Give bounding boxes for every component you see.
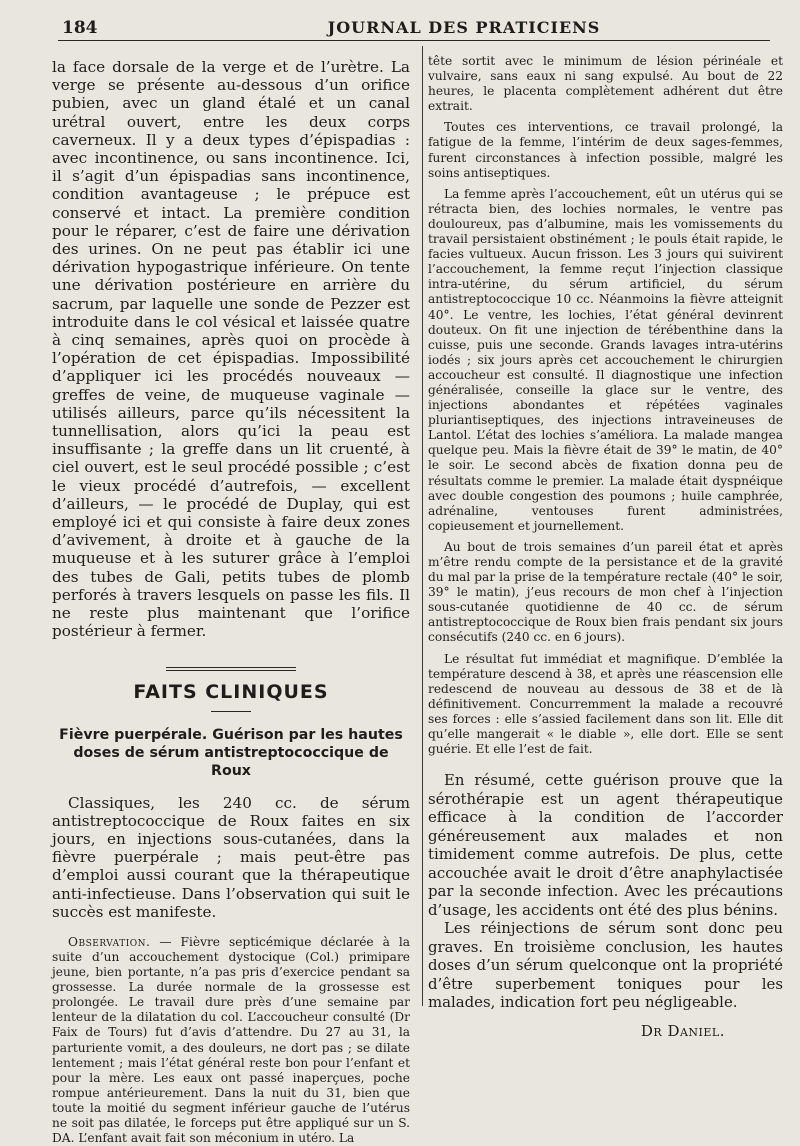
page-number: 184	[62, 18, 98, 38]
author-signature: Dr Daniel.	[640, 1021, 725, 1040]
observation-paragraph-5: Le résultat fut immédiat et magnifique. D’emblée la température descend à 38, et après une réascension elle redescend de nouveau au dessous de 38 et de là définitivement. Concurremment la malade a recouvré ses forces : elle s’assied facilement dans son lit. Elle dit qu’elle mangerait « le diable », elle dort. Elle se sent guérie. Et elle l’est de fait.	[428, 651, 783, 757]
observation-label: Observation.	[68, 934, 151, 949]
column-divider	[422, 46, 423, 1006]
observation-text: — Fièvre septicémique déclarée à la suite d’un accouchement dystocique (Col.) primipare jeune, bien portante, n’a pas pris d’exercice pendant sa grossesse. La durée normale de la grossesse est prolongée. Le travail dure près d’une semaine par lenteur de la dilatation du col. L’accoucheur consulté (Dr Faix de Tours) fut d’avis d’attendre. Du 27 au 31, la parturiente vomit, a des douleurs, ne dort pas ; se dilate lentement ; mais l’état général reste bon pour l’enfant et pour la mère. Les eaux ont passé inaperçues, poche rompue antérieurement. Dans la nuit du 31, bien que toute la moitié du segment inférieur gauche de l’utérus ne soit pas dilatée, le forceps put être appliqué sur un S. DA. L’enfant avait fait son méconium in utéro. La	[52, 934, 410, 1146]
journal-title: JOURNAL DES PRATICIENS	[327, 18, 601, 37]
observation-paragraph-4: Au bout de trois semaines d’un pareil état et après m’être rendu compte de la persistance et de la gravité du mal par la prise de la température rectale (40° le soir, 39° le matin), j’eus recours de mon chef à l’injection sous-cutanée quotidienne de 40 cc. de sérum antistreptococcique de Roux bien frais pendant six jours consécutifs (240 cc. en 6 jours).	[428, 539, 783, 645]
page-header	[58, 16, 770, 41]
section-top-rule	[166, 667, 296, 671]
section-bottom-rule	[211, 711, 251, 712]
observation-paragraph-3: La femme après l’accouchement, eût un utérus qui se rétracta bien, des lochies normales, le ventre pas douloureux, pas d’albumine, mais les vomissements du travail persistaient obstinément ; le pouls était rapide, le facies vultueux. Aucun frisson. Les 3 jours qui suivirent l’accouchement, la femme reçut l’injection classique intra-utérine, du sérum artificiel, du sérum antistreptococcique 10 cc. Néanmoins la fièvre atteignit 40°. Le ventre, les lochies, l’état général devinrent douteux. On fit une injection de térébenthine dans la cuisse, puis une seconde. Grands lavages intra-utérins iodés ; six jours après cet accouchement le chirurgien accoucheur est consulté. Il diagnostique une infection généralisée, conseille la glace sur le ventre, des injections abondantes et répétées vaginales pluriantiseptiques, des injections intraveineuses de Lantol. L’état des lochies s’améliora. La malade mangea quelque peu. Mais la fièvre était de 39° le matin, de 40° le soir. Le second abcès de fixation donna peu de résultats comme le premier. La malade était dyspnéique avec double congestion des poumons ; huile camphrée, adrénaline, ventouses furent administrées, copieusement et journellement.	[428, 186, 783, 533]
section-title: FAITS CLINIQUES	[133, 680, 329, 703]
left-column	[52, 58, 410, 1146]
observation-continuation: tête sortit avec le minimum de lésion périnéale et vulvaire, sans eaux ni sang expulsé. Au bout de 22 heures, le placenta complètement adhérent dut être extrait.	[428, 54, 783, 114]
article-title: Fièvre puerpérale. Guérison par les hautes doses de sérum antistreptococcique de Roux	[59, 726, 403, 779]
right-column	[428, 54, 783, 1040]
article-intro: Classiques, les 240 cc. de sérum antistreptococcique de Roux faites en six jours, en injections sous-cutanées, dans la fièvre puerpérale ; mais peut-être pas d’emploi aussi courant que la thérapeutique anti-infectieuse. Dans l’observation qui suit le succès est manifeste.	[52, 793, 410, 921]
observation-paragraph	[52, 935, 410, 1146]
conclusion-paragraph-2: Les réinjections de sérum sont donc peu graves. En troisième conclusion, les hautes doses d’un sérum quelconque ont la propriété d’être superbement toniques pour les malades, indication fort peu négligeable.	[428, 919, 783, 1012]
conclusion-paragraph-1: En résumé, cette guérison prouve que la sérothérapie est un agent thérapeutique efficace à la condition de l’accorder généreusement aux malades et non timidement comme autrefois. De plus, cette accouchée avait le droit d’être anaphylactisée par la seconde infection. Avec les précautions d’usage, les accidents ont été des plus bénins.	[428, 771, 783, 919]
section-heading-block	[52, 667, 410, 712]
observation-paragraph-2: Toutes ces interventions, ce travail prolongé, la fatigue de la femme, l’intérim de deux sages-femmes, furent circonstances à infection possible, malgré les soins antiseptiques.	[428, 120, 783, 180]
body-paragraph-continuation: la face dorsale de la verge et de l’urètre. La verge se présente au-dessous d’un orifice pubien, avec un gland étalé et un canal urétral ouvert, entre les deux corps caverneux. Il y a deux types d’épispadias : avec incontinence, ou sans incontinence. Ici, il s’agit d’un épispadias sans incontinence, condition avantageuse ; le prépuce est conservé et intact. La première condition pour le réparer, c’est de faire une dérivation des urines. On ne peut pas établir ici une dérivation hypogastrique inférieure. On tente une dérivation postérieure en arrière du sacrum, par laquelle une sonde de Pezzer est introduite dans le col vésical et laissée quatre à cinq semaines, après quoi on procède à l’opération de cet épispadias. Impossibilité d’appliquer ici les procédés nouveaux — greffes de veine, de muqueuse vaginale — utilisés ailleurs, parce qu’ils nécessitent la tunnellisation, alors qu’ici la peau est insuffisante ; la greffe dans un lit cruenté, à ciel ouvert, est le seul procédé possible ; c’est le vieux procédé d’autrefois, — excellent d’ailleurs, — le procédé de Duplay, qui est employé ici et qui consiste à faire deux zones d’avivement, à droite et à gauche de la muqueuse et à les suturer grâce à l’emploi des tubes de Gali, petits tubes de plomb perforés à travers lesquels on passe les fils. Il ne reste plus maintenant que l’orifice postérieur à fermer.	[52, 58, 410, 641]
